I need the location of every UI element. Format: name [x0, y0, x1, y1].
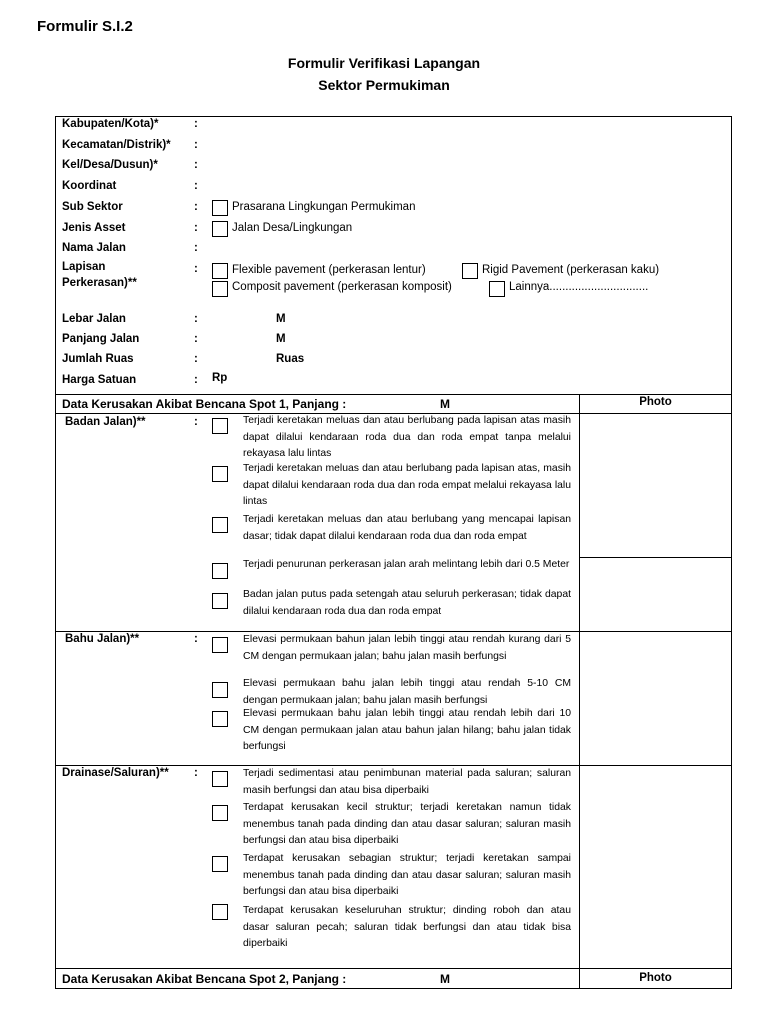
drainase-item-1: Terjadi sedimentasi atau penimbunan material pada saluran; saluran masih berfungsi dan atau bisa diperbaiki [243, 768, 571, 796]
option-flexible: Flexible pavement (perkerasan lentur) [232, 264, 426, 276]
bahu-item-2: Elevasi permukaan bahu jalan lebih tinggi atau rendah 5-10 CM dengan permukaan jalan; bahu jalan masih berfungsi [243, 678, 571, 706]
checkbox-drainase-1[interactable] [212, 771, 228, 787]
unit-panjang: M [276, 333, 286, 345]
label-bahu-jalan: Bahu Jalan)** [65, 633, 140, 645]
unit-ruas: Ruas [276, 353, 305, 365]
label-kecamatan: Kecamatan/Distrik)* [62, 139, 171, 151]
checkbox-badan-1[interactable] [212, 418, 228, 434]
colon: : [194, 242, 198, 254]
checkbox-rigid[interactable] [462, 263, 478, 279]
label-nama-jalan: Nama Jalan [62, 242, 126, 254]
spot1-header: Data Kerusakan Akibat Bencana Spot 1, Panjang : [62, 397, 347, 411]
checkbox-bahu-3[interactable] [212, 711, 228, 727]
option-lainnya: Lainnya............................... [509, 281, 649, 293]
photo-column-border [579, 394, 580, 989]
colon: : [194, 633, 198, 645]
label-koordinat: Koordinat [62, 180, 117, 192]
spot1-unit: M [440, 397, 450, 411]
option-jenis-asset: Jalan Desa/Lingkungan [232, 222, 353, 234]
checkbox-drainase-4[interactable] [212, 904, 228, 920]
colon: : [194, 201, 198, 213]
label-badan-jalan: Badan Jalan)** [65, 416, 146, 428]
badan-item-2: Terjadi keretakan meluas dan atau berlubang pada lapisan atas, masih dapat dilalui kendaraan roda dua dan roda empat melalui rekayasa lalu lintas [243, 463, 571, 507]
form-subtitle: Sektor Permukiman [318, 77, 450, 93]
table-right-border [731, 116, 732, 989]
checkbox-bahu-2[interactable] [212, 682, 228, 698]
colon: : [194, 767, 198, 779]
badan-item-1: Terjadi keretakan meluas dan atau berlubang pada lapisan atas masih dapat dilalui kendaraan roda dua dan roda empat tanpa melalui rekayasa lalu lintas [243, 415, 571, 459]
drainase-item-3: Terdapat kerusakan sebagian struktur; terjadi keretakan sampai menembus tanah pada dinding dan atau dasar saluran; saluran masih berfungsi dan atau bisa diperbaiki [243, 853, 571, 897]
drainase-item-4: Terdapat kerusakan keseluruhan struktur; dinding roboh dan atau dasar saluran pecah; saluran tidak berfungsi dan atau tidak bisa diperbaiki [243, 905, 571, 949]
option-composit: Composit pavement (perkerasan komposit) [232, 281, 452, 293]
drainase-item-2: Terdapat kerusakan kecil struktur; terjadi keretakan namun tidak menembus tanah pada dinding dan atau dasar saluran; saluran masih berfungsi dan atau bisa diperbaiki [243, 802, 571, 846]
form-id: Formulir S.I.2 [37, 18, 133, 35]
spot2-unit: M [440, 972, 450, 986]
checkbox-drainase-2[interactable] [212, 805, 228, 821]
photo-divider [580, 557, 732, 558]
label-kabupaten: Kabupaten/Kota)* [62, 118, 159, 130]
label-drainase: Drainase/Saluran)** [62, 767, 169, 779]
label-jenis-asset: Jenis Asset [62, 222, 126, 234]
colon: : [194, 159, 198, 171]
unit-harga: Rp [212, 372, 228, 384]
spot2-header: Data Kerusakan Akibat Bencana Spot 2, Panjang : [62, 972, 347, 986]
spot1-top-border [55, 394, 732, 395]
label-lapisan: Lapisan [62, 261, 106, 273]
checkbox-bahu-1[interactable] [212, 637, 228, 653]
colon: : [194, 180, 198, 192]
option-sub-sektor: Prasarana Lingkungan Permukiman [232, 201, 416, 213]
colon: : [194, 416, 198, 428]
label-jumlah-ruas: Jumlah Ruas [62, 353, 134, 365]
table-left-border [55, 116, 56, 989]
form-title: Formulir Verifikasi Lapangan [287, 55, 481, 71]
badan-item-3: Terjadi keretakan meluas dan atau berlubang yang mencapai lapisan dasar; tidak dapat dilalui kendaraan roda dua dan roda empat [243, 514, 571, 542]
checkbox-composit[interactable] [212, 281, 228, 297]
option-rigid: Rigid Pavement (perkerasan kaku) [482, 264, 660, 276]
table-top-border [55, 116, 732, 117]
label-kelurahan: Kel/Desa/Dusun)* [62, 159, 158, 171]
colon: : [194, 374, 198, 386]
table-bottom-border [55, 988, 732, 989]
checkbox-badan-2[interactable] [212, 466, 228, 482]
colon: : [194, 222, 198, 234]
spot1-photo-header: Photo [639, 396, 672, 408]
label-harga-satuan: Harga Satuan [62, 374, 137, 386]
checkbox-badan-4[interactable] [212, 563, 228, 579]
bahu-item-1: Elevasi permukaan bahun jalan lebih tinggi atau rendah kurang dari 5 CM dengan permukaan jalan; bahu jalan masih berfungsi [243, 634, 571, 662]
checkbox-badan-5[interactable] [212, 593, 228, 609]
checkbox-flexible[interactable] [212, 263, 228, 279]
checkbox-badan-3[interactable] [212, 517, 228, 533]
label-sub-sektor: Sub Sektor [62, 201, 123, 213]
drainase-bottom-border [55, 968, 732, 969]
badan-item-5: Badan jalan putus pada setengah atau seluruh perkerasan; tidak dapat dilalui kendaraan roda dua dan roda empat [243, 589, 571, 617]
colon: : [194, 118, 198, 130]
label-lebar-jalan: Lebar Jalan [62, 313, 126, 325]
label-perkerasan: Perkerasan)** [62, 277, 137, 289]
spot2-photo-header: Photo [639, 972, 672, 984]
unit-lebar: M [276, 313, 286, 325]
checkbox-lainnya[interactable] [489, 281, 505, 297]
checkbox-sub-sektor[interactable] [212, 200, 228, 216]
colon: : [194, 333, 198, 345]
checkbox-drainase-3[interactable] [212, 856, 228, 872]
colon: : [194, 353, 198, 365]
colon: : [194, 263, 198, 275]
checkbox-jenis-asset[interactable] [212, 221, 228, 237]
label-panjang-jalan: Panjang Jalan [62, 333, 140, 345]
colon: : [194, 139, 198, 151]
bahu-item-3: Elevasi permukaan bahu jalan lebih tinggi atau rendah lebih dari 10 CM dengan permukaan jalan atau bahun jalan hilang; bahu jalan tidak berfungsi [243, 708, 571, 752]
colon: : [194, 313, 198, 325]
badan-item-4: Terjadi penurunan perkerasan jalan arah melintang lebih dari 0.5 Meter [243, 559, 570, 570]
